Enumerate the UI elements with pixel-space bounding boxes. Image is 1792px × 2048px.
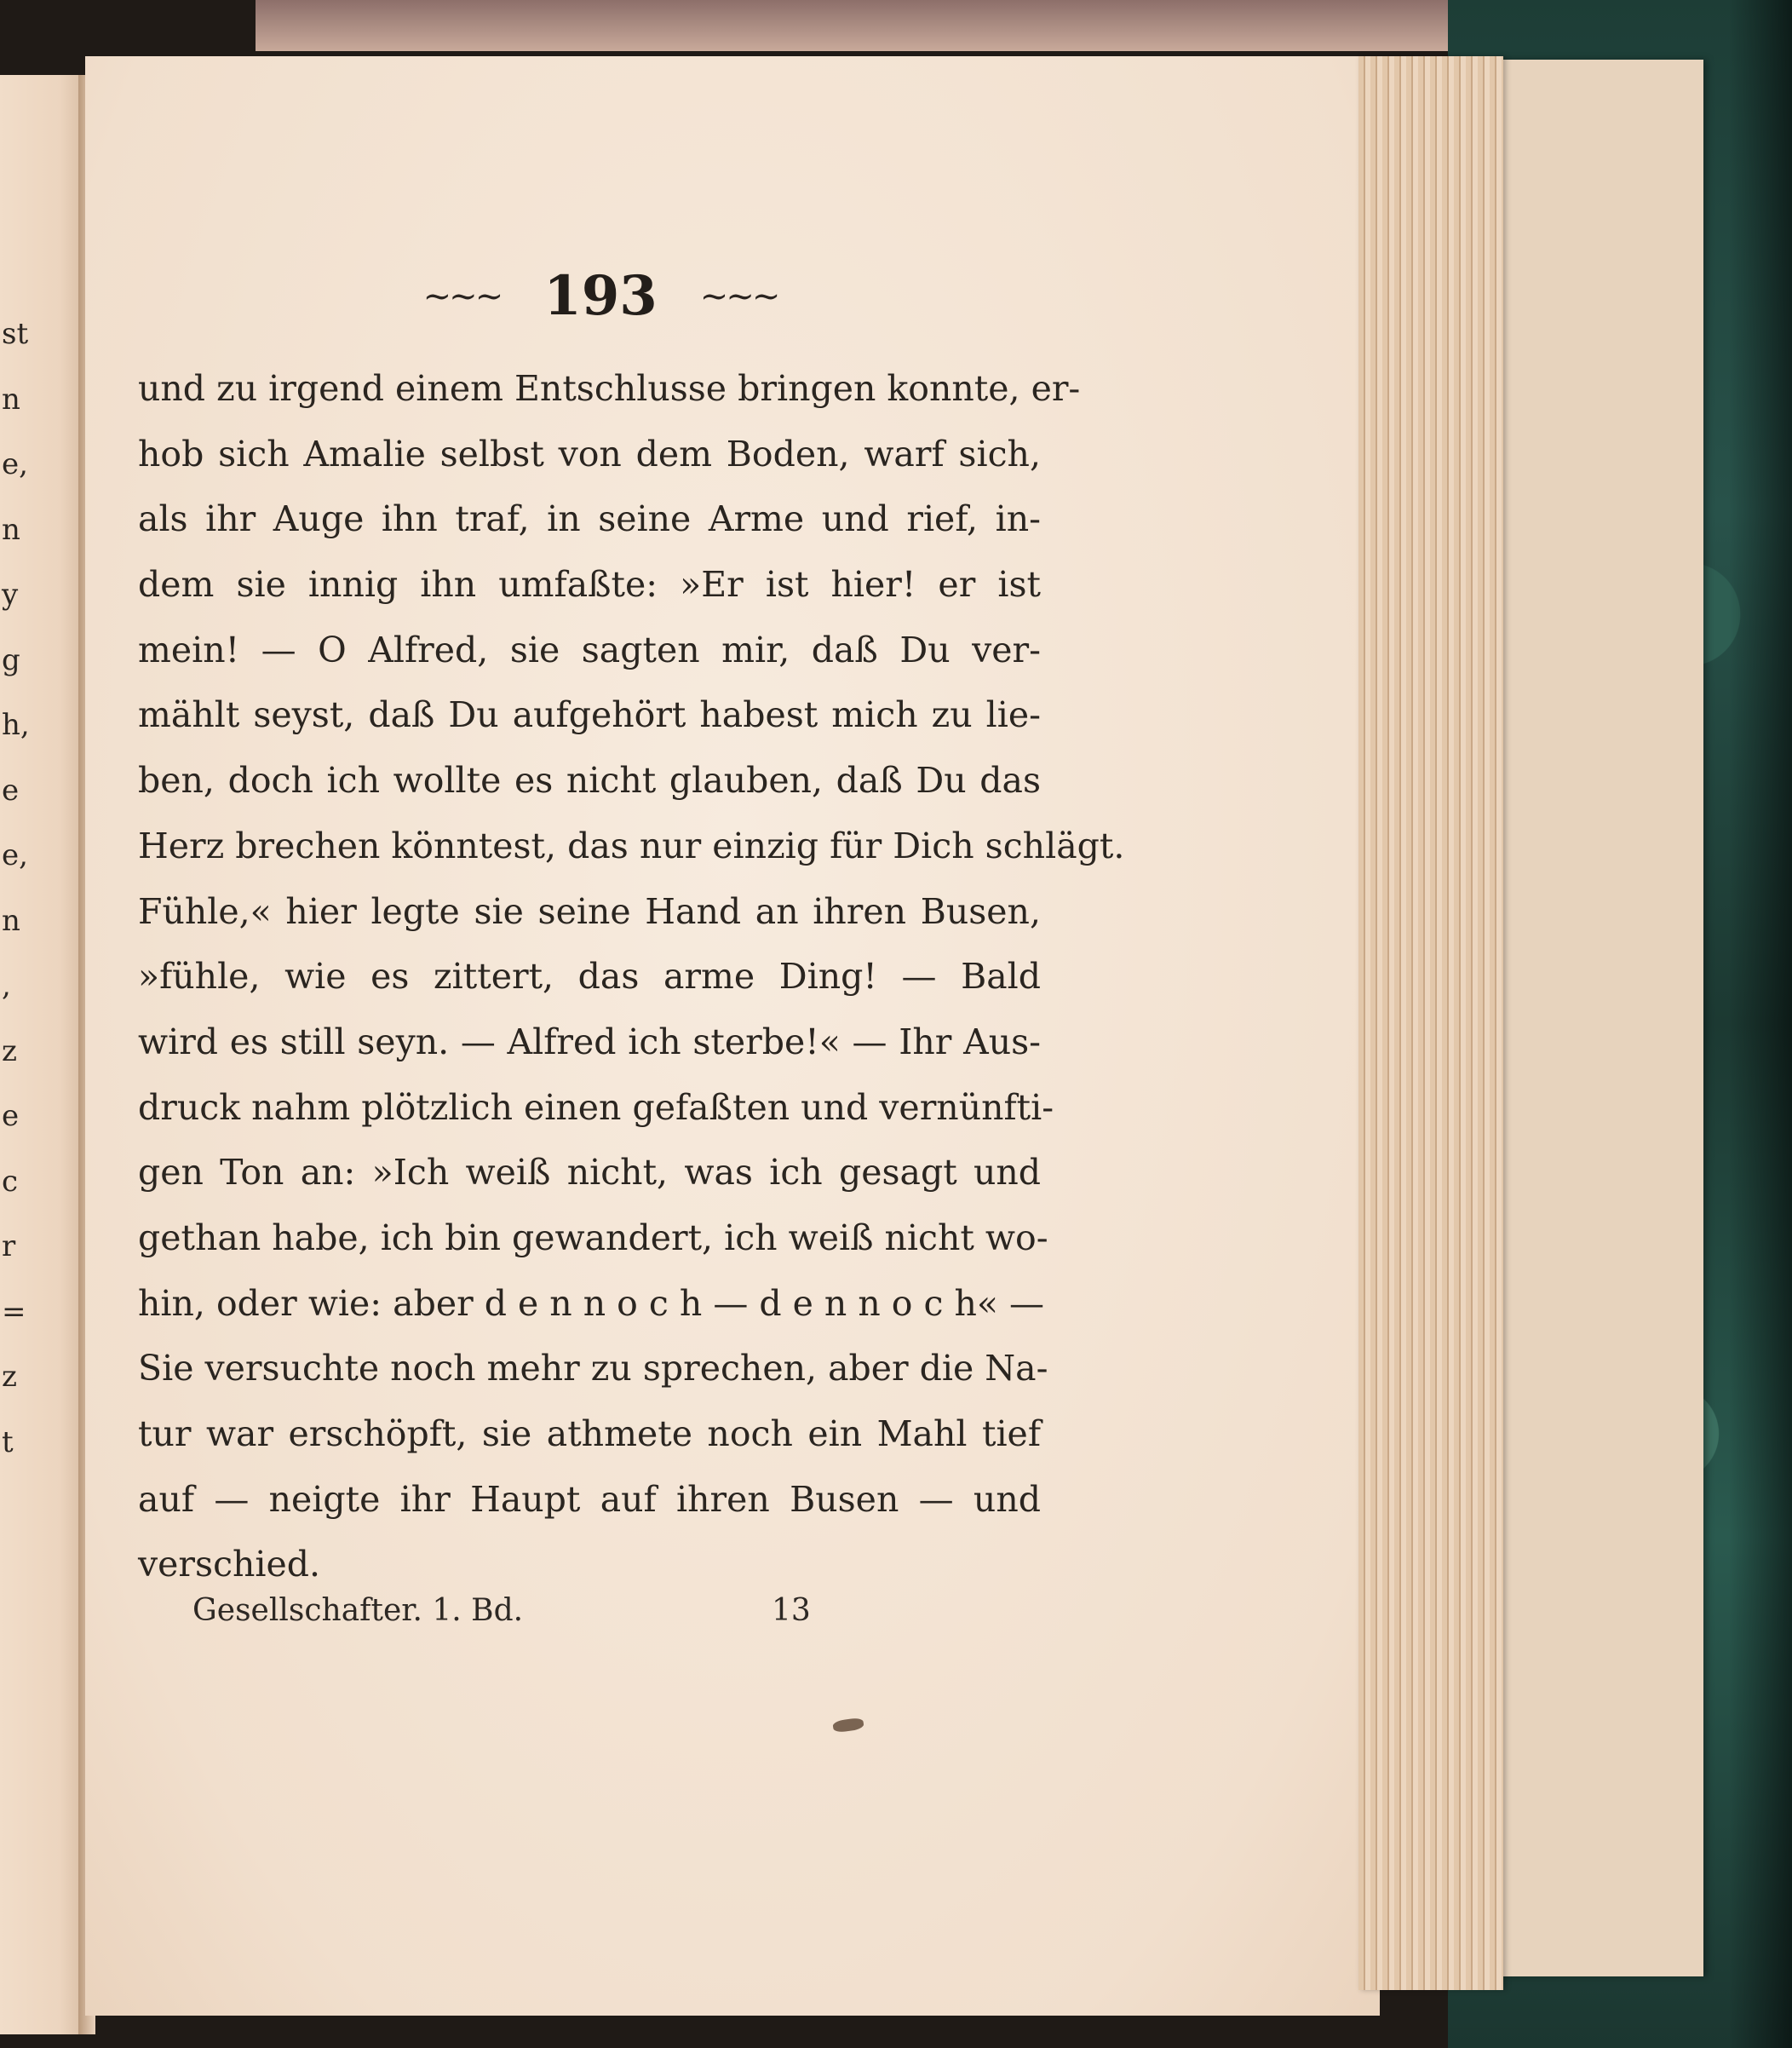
signature-mark: 13 (772, 1593, 811, 1628)
page-fore-edge (1358, 56, 1503, 1990)
left-page-fragment: t (2, 1424, 14, 1459)
header-rule-right: ~~~ (699, 276, 778, 316)
header-rule-left: ~~~ (422, 276, 502, 316)
text-line: mein! — O Alfred, sie sagten mir, daß Du ver- (138, 629, 1041, 670)
text-line: als ihr Auge ihn traf, in seine Arme und rief, in- (138, 498, 1041, 540)
text-line: hob sich Amalie selbst von dem Boden, warf sich, (138, 433, 1041, 475)
text-line: auf — neigte ihr Haupt auf ihren Busen — und (138, 1478, 1041, 1520)
left-page-fragment: n (2, 382, 20, 417)
footer-signature: Gesellschafter. 1. Bd. (192, 1593, 524, 1628)
left-page-fragment: , (2, 969, 11, 1003)
left-page-fragment: r (2, 1229, 16, 1263)
text-line: Fühle,« hier legte sie seine Hand an ihren Busen, (138, 890, 1041, 932)
text-line: Herz brechen könntest, das nur einzig für Dich schlägt. (138, 825, 1125, 866)
left-page-fragment: e, (2, 838, 28, 872)
left-page-fragment: e (2, 773, 20, 808)
text-line: »fühle, wie es zittert, das arme Ding! — Bald (138, 956, 1041, 998)
left-page-fragment: n (2, 512, 20, 547)
left-page-fragment: = (2, 1294, 26, 1329)
page-footer (192, 1593, 840, 1644)
left-page-fragment: g (2, 642, 20, 677)
left-page-fragment: st (2, 317, 29, 351)
left-page-fragment: y (2, 578, 19, 612)
text-line: Sie versuchte noch mehr zu sprechen, aber die Na- (138, 1348, 1048, 1389)
text-line: verschied. (138, 1544, 321, 1585)
left-page-fragment: z (2, 1033, 17, 1068)
facing-page-left (0, 75, 85, 2034)
body-text (138, 356, 1125, 1597)
running-head (400, 264, 801, 328)
left-page-fragment: e, (2, 447, 28, 481)
text-line: druck nahm plötzlich einen gefaßten und vernünfti- (138, 1086, 1054, 1128)
left-page-fragment: z (2, 1360, 17, 1394)
left-page-fragment: c (2, 1164, 19, 1199)
cover-shadow (1729, 0, 1792, 2048)
text-line: gethan habe, ich bin gewandert, ich weiß nicht wo- (138, 1217, 1048, 1258)
text-line: hin, oder wie: aber d e n n o c h — d e n n o c h« — (138, 1282, 1045, 1324)
left-page-fragment: h, (2, 708, 30, 742)
text-line: dem sie innig ihn umfaßte: »Er ist hier! er ist (138, 564, 1041, 606)
page-number: 193 (543, 264, 658, 328)
text-line: ben, doch ich wollte es nicht glauben, daß Du das (138, 760, 1041, 802)
text-line: mählt seyst, daß Du aufgehört habest mich zu lie- (138, 694, 1041, 736)
text-line: und zu irgend einem Entschlusse bringen konnte, er- (138, 368, 1081, 409)
text-line: gen Ton an: »Ich weiß nicht, was ich gesagt und (138, 1152, 1041, 1194)
top-endpaper-strip (256, 0, 1533, 51)
left-page-fragment: e (2, 1099, 20, 1133)
text-line: tur war erschöpft, sie athmete noch ein Mahl tief (138, 1413, 1041, 1454)
left-page-fragment: n (2, 903, 20, 938)
text-line: wird es still seyn. — Alfred ich sterbe!« — Ihr Aus- (138, 1021, 1041, 1062)
